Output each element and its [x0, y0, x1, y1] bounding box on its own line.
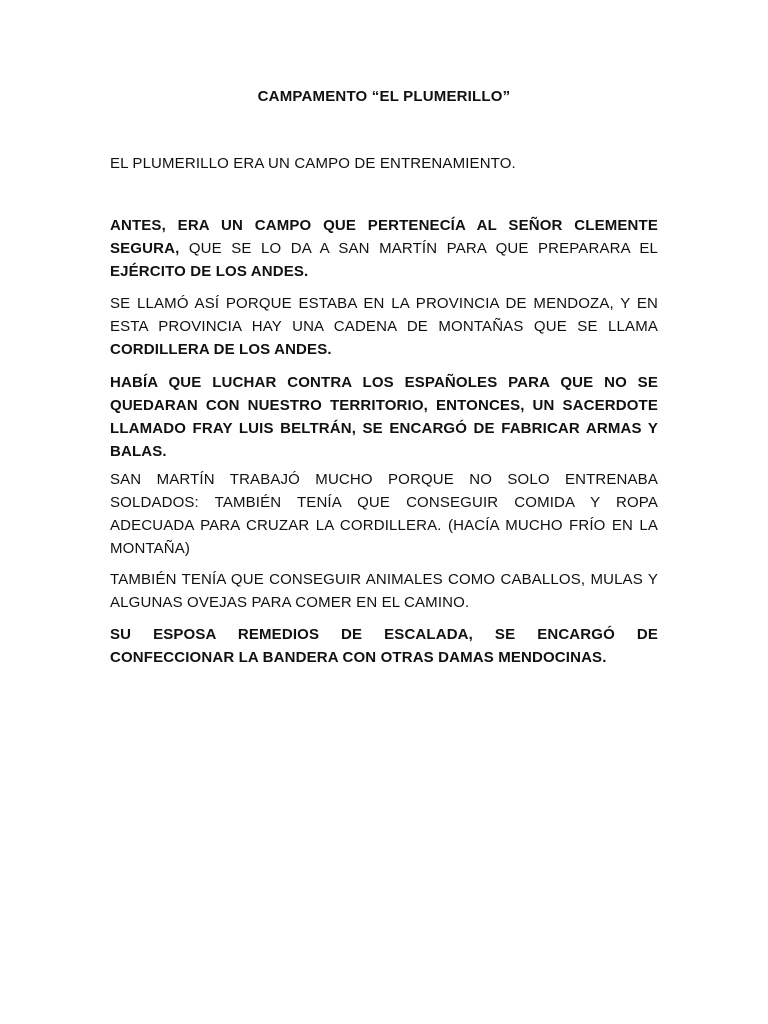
paragraph-text: QUE SE LO DA A SAN MARTÍN PARA QUE PREPARARA EL	[179, 240, 658, 257]
document-title: CAMPAMENTO “EL PLUMERILLO”	[257, 88, 511, 105]
paragraph-text: SAN MARTÍN TRABAJÓ MUCHO PORQUE NO SOLO ENTRENABA SOLDADOS: TAMBIÉN TENÍA QUE CONSEGUIR COMIDA Y ROPA ADECUADA PARA CRUZAR LA CORDILLERA. (HACÍA MUCHO FRÍO EN LA MONTAÑA)	[110, 471, 658, 557]
paragraph-7	[110, 623, 658, 669]
paragraph-text: SE LLAMÓ ASÍ PORQUE ESTABA EN LA PROVINCIA DE MENDOZA, Y EN ESTA PROVINCIA HAY UNA CADENA DE MONTAÑAS QUE SE LLAMA	[110, 295, 658, 335]
paragraph-6	[110, 568, 658, 614]
paragraph-text-bold: HABÍA QUE LUCHAR CONTRA LOS ESPAÑOLES PARA QUE NO SE QUEDARAN CON NUESTRO TERRITORIO, ENTONCES, UN SACERDOTE LLAMADO FRAY LUIS BELTRÁN, SE ENCARGÓ DE FABRICAR ARMAS Y BALAS.	[110, 374, 658, 460]
paragraph-5	[110, 468, 658, 560]
paragraph-text: EL PLUMERILLO ERA UN CAMPO DE ENTRENAMIENTO.	[110, 155, 516, 172]
paragraph-4	[110, 371, 658, 463]
paragraph-text-bold: CORDILLERA DE LOS ANDES.	[110, 341, 332, 358]
paragraph-text: TAMBIÉN TENÍA QUE CONSEGUIR ANIMALES COMO CABALLOS, MULAS Y ALGUNAS OVEJAS PARA COMER EN EL CAMINO.	[110, 571, 658, 611]
paragraph-text-bold: SU ESPOSA REMEDIOS DE ESCALADA, SE ENCARGÓ DE CONFECCIONAR LA BANDERA CON OTRAS DAMAS MENDOCINAS.	[110, 626, 658, 666]
paragraph-1	[110, 152, 658, 175]
paragraph-text-bold: EJÉRCITO DE LOS ANDES.	[110, 263, 309, 280]
paragraph-text-bold: ANTES, ERA UN CAMPO QUE PERTENECÍA AL SEÑOR CLEMENTE SEGURA,	[110, 217, 658, 257]
paragraph-3	[110, 292, 658, 361]
paragraph-2	[110, 214, 658, 283]
